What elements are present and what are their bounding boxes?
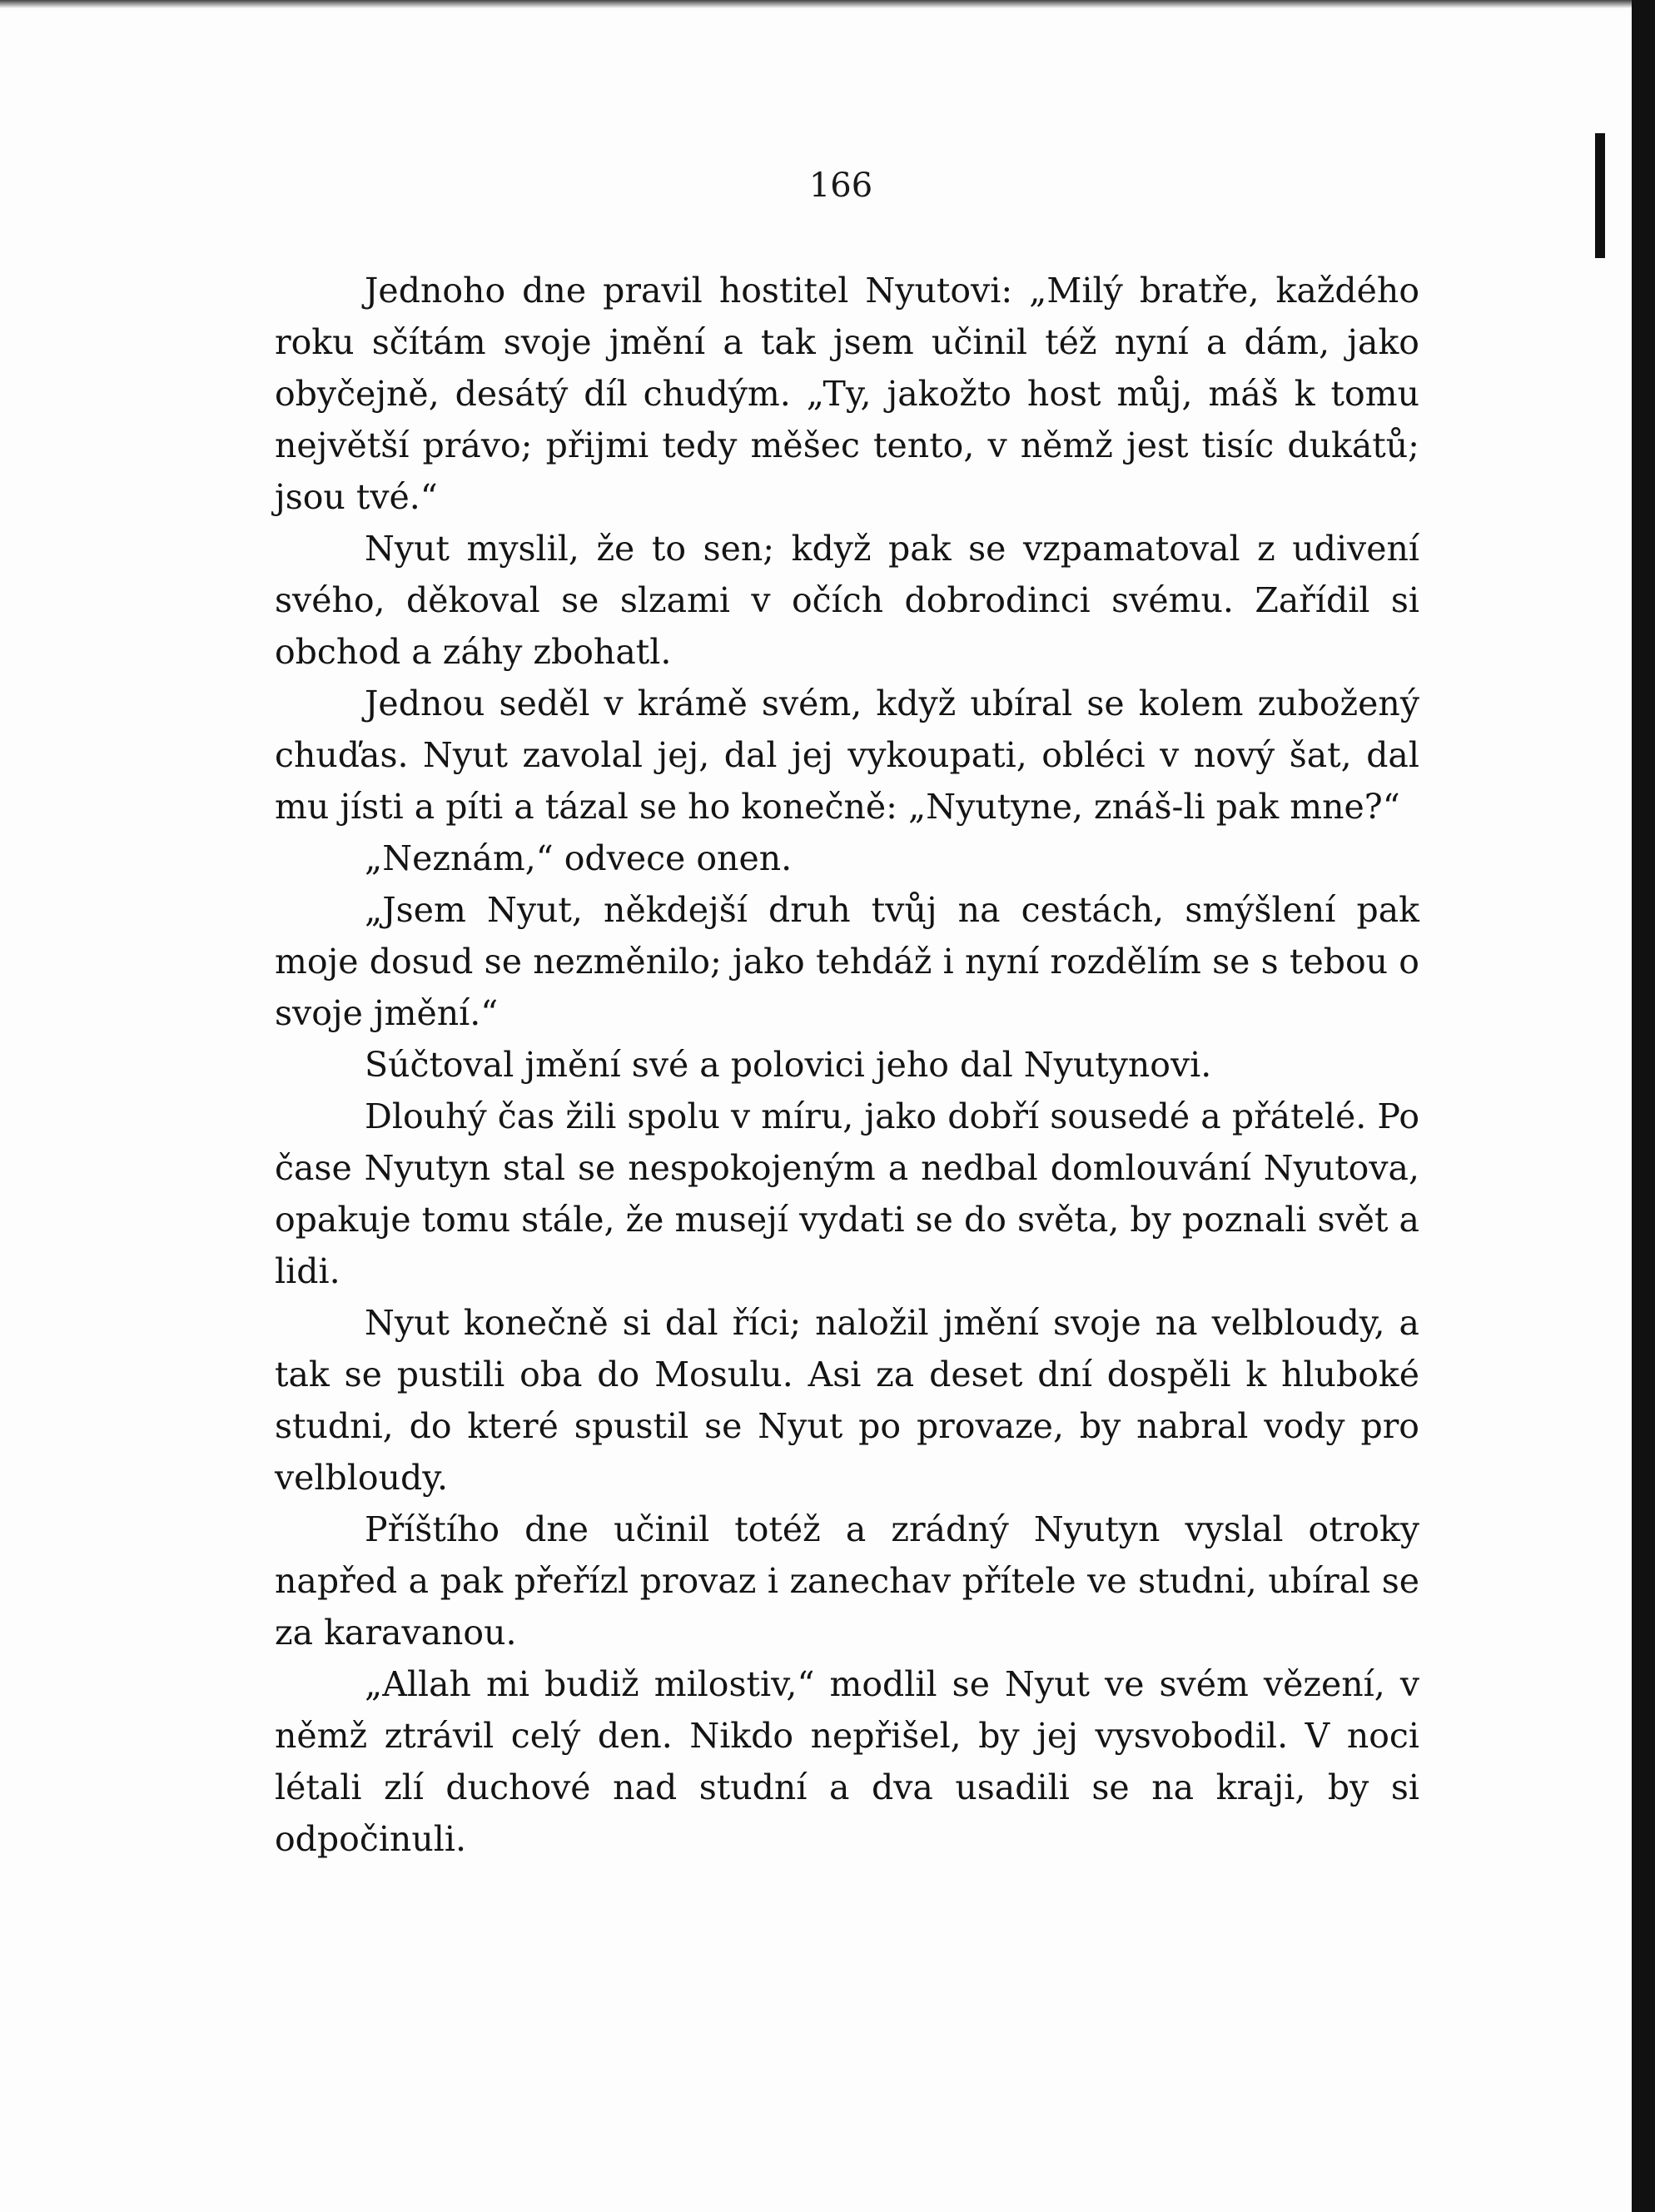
page-body xyxy=(275,265,1419,1865)
paragraph-10: „Allah mi budiž milostiv,“ modlil se Nyut ve svém vězení, v němž ztrávil celý den. Nikdo nepřišel, by jej vysvobodil. V noci létali zlí duchové nad studní a dva usadili se na kraji, by si odpočinuli. xyxy=(275,1664,1419,1859)
paragraph-1: Jednoho dne pravil hostitel Nyutovi: „Milý bratře, každého roku sčítám svoje jmění a tak jsem učinil též nyní a dám, jako obyčejně, desátý díl chudým. „Ty, jakožto host můj, máš k tomu největší právo; přijmi tedy měšec tento, v němž jest tisíc dukátů; jsou tvé.“ xyxy=(275,271,1419,517)
page-number: 166 xyxy=(808,167,873,205)
paragraph-2: Nyut myslil, že to sen; když pak se vzpamatoval z udivení svého, děkoval se slzami v očích dobrodinci svému. Zařídil si obchod a záhy zbohatl. xyxy=(275,529,1419,672)
paragraph-7: Dlouhý čas žili spolu v míru, jako dobří sousedé a přátelé. Po čase Nyutyn stal se nespokojeným a nedbal domlouvání Nyutova, opakuje tomu stále, že musejí vydati se do světa, by poznali svět a lidi. xyxy=(275,1096,1419,1291)
paragraph-6: Súčtoval jmění své a polovici jeho dal Nyutynovi. xyxy=(365,1045,1212,1085)
paragraph-4: „Neznám,“ odvece onen. xyxy=(365,838,793,878)
paragraph-5: „Jsem Nyut, někdejší druh tvůj na cestách, smýšlení pak moje dosud se nezměnilo; jako tehdáž i nyní rozdělím se s tebou o svoje jmění.“ xyxy=(275,890,1419,1033)
scan-edge-right xyxy=(1632,0,1655,2212)
paragraph-8: Nyut konečně si dal říci; naložil jmění svoje na velbloudy, a tak se pustili oba do Mosulu. Asi za deset dní dospěli k hluboké studni, do které spustil se Nyut po provaze, by nabral vody pro velbloudy. xyxy=(275,1303,1419,1498)
scan-edge-top xyxy=(0,0,1655,8)
paragraph-9: Příštího dne učinil totéž a zrádný Nyutyn vyslal otroky napřed a pak přeřízl provaz i zanechav přítele ve studni, ubíral se za karavanou. xyxy=(275,1509,1419,1653)
paragraph-3: Jednou seděl v krámě svém, když ubíral se kolem zubožený chuďas. Nyut zavolal jej, dal jej vykoupati, obléci v nový šat, dal mu jísti a píti a tázal se ho konečně: „Nyutyne, znáš-li pak mne?“ xyxy=(275,683,1419,827)
